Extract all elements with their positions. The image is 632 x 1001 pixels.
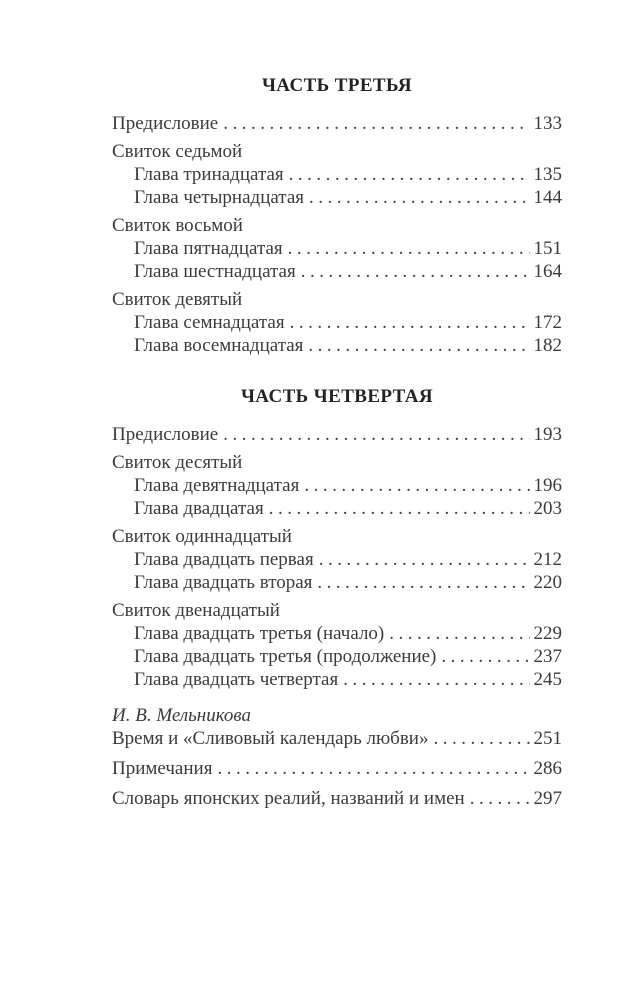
toc-row xyxy=(112,704,562,727)
dot-leader xyxy=(441,645,530,668)
toc-row xyxy=(112,112,562,135)
toc-entry-page: 151 xyxy=(533,238,562,259)
toc-entry-label: Глава семнадцатая xyxy=(134,312,285,333)
dot-leader xyxy=(309,186,530,209)
toc-entry-label: Глава тринадцатая xyxy=(134,164,284,185)
toc-entry-label: И. В. Мельникова xyxy=(112,705,251,726)
dot-leader xyxy=(217,757,530,780)
toc-list-part4 xyxy=(112,423,562,691)
dot-leader xyxy=(308,334,530,357)
toc-row xyxy=(112,214,562,237)
dot-leader xyxy=(319,548,530,571)
toc-back-matter xyxy=(112,704,562,810)
dot-leader xyxy=(223,112,530,135)
toc-row xyxy=(112,260,562,283)
toc-entry-label: Глава двадцать первая xyxy=(134,549,314,570)
toc-row xyxy=(112,163,562,186)
toc-row xyxy=(112,599,562,622)
toc-entry-label: Глава двадцать вторая xyxy=(134,572,313,593)
dot-leader xyxy=(389,622,530,645)
toc-row xyxy=(112,525,562,548)
toc-section-part4 xyxy=(112,385,562,691)
toc-entry-page: 220 xyxy=(533,572,562,593)
toc-entry-page: 245 xyxy=(533,669,562,690)
toc-entry-page: 196 xyxy=(533,475,562,496)
section-heading-part4: ЧАСТЬ ЧЕТВЕРТАЯ xyxy=(240,386,434,407)
toc-entry-label: Глава пятнадцатая xyxy=(134,238,283,259)
dot-leader xyxy=(290,311,530,334)
toc-row xyxy=(112,474,562,497)
toc-entry-label: Свиток седьмой xyxy=(112,141,243,162)
toc-row xyxy=(112,451,562,474)
toc-row xyxy=(112,497,562,520)
toc-row xyxy=(112,237,562,260)
toc-entry-page: 286 xyxy=(533,758,562,779)
dot-leader xyxy=(289,163,530,186)
toc-entry-label: Свиток восьмой xyxy=(112,215,243,236)
toc-row xyxy=(112,288,562,311)
toc-entry-page: 237 xyxy=(533,646,562,667)
toc-row xyxy=(112,757,562,780)
toc-entry-page: 172 xyxy=(533,312,562,333)
toc-entry-label: Свиток одиннадцатый xyxy=(112,526,292,547)
dot-leader xyxy=(301,260,530,283)
toc-entry-page: 251 xyxy=(533,728,562,749)
toc-row xyxy=(112,548,562,571)
toc-row xyxy=(112,668,562,691)
dot-leader xyxy=(304,474,530,497)
toc-entry-page: 212 xyxy=(533,549,562,570)
toc-entry-label: Словарь японских реалий, названий и имен xyxy=(112,788,465,809)
dot-leader xyxy=(433,727,530,750)
dot-leader xyxy=(317,571,530,594)
dot-leader xyxy=(343,668,530,691)
dot-leader xyxy=(470,787,530,810)
toc-entry-page: 182 xyxy=(533,335,562,356)
dot-leader xyxy=(269,497,530,520)
toc-entry-label: Свиток девятый xyxy=(112,289,243,310)
toc-entry-label: Предисловие xyxy=(112,424,219,445)
toc-entry-page: 133 xyxy=(533,113,562,134)
toc-row xyxy=(112,787,562,810)
toc-entry-page: 144 xyxy=(533,187,562,208)
toc-row xyxy=(112,645,562,668)
toc-list-part3 xyxy=(112,112,562,357)
toc-entry-page: 135 xyxy=(533,164,562,185)
toc-entry-label: Глава двадцать четвертая xyxy=(134,669,339,690)
toc-entry-page: 193 xyxy=(533,424,562,445)
toc-entry-page: 164 xyxy=(533,261,562,282)
toc-entry-label: Глава шестнадцатая xyxy=(134,261,296,282)
toc-entry-page: 203 xyxy=(533,498,562,519)
toc-entry-label: Глава двадцать третья (начало) xyxy=(134,623,385,644)
toc-section-part3 xyxy=(112,74,562,357)
toc-entry-label: Время и «Сливовый календарь любви» xyxy=(112,728,429,749)
toc-row xyxy=(112,423,562,446)
toc-entry-label: Глава двадцать третья (продолжение) xyxy=(134,646,437,667)
toc-entry-label: Свиток десятый xyxy=(112,452,243,473)
toc-row xyxy=(112,140,562,163)
toc-row xyxy=(112,727,562,750)
toc-entry-label: Глава девятнадцатая xyxy=(134,475,300,496)
toc-row xyxy=(112,622,562,645)
toc-row xyxy=(112,571,562,594)
toc-entry-label: Свиток двенадцатый xyxy=(112,600,280,621)
toc-entry-label: Глава двадцатая xyxy=(134,498,264,519)
toc-row xyxy=(112,311,562,334)
toc-entry-label: Глава восемнадцатая xyxy=(134,335,304,356)
toc-entry-page: 229 xyxy=(533,623,562,644)
toc-entry-label: Глава четырнадцатая xyxy=(134,187,305,208)
toc-entry-label: Примечания xyxy=(112,758,213,779)
dot-leader xyxy=(223,423,530,446)
toc-row xyxy=(112,334,562,357)
toc-entry-page: 297 xyxy=(533,788,562,809)
toc-entry-label: Предисловие xyxy=(112,113,219,134)
dot-leader xyxy=(288,237,530,260)
section-heading-part3: ЧАСТЬ ТРЕТЬЯ xyxy=(261,75,413,96)
toc-row xyxy=(112,186,562,209)
